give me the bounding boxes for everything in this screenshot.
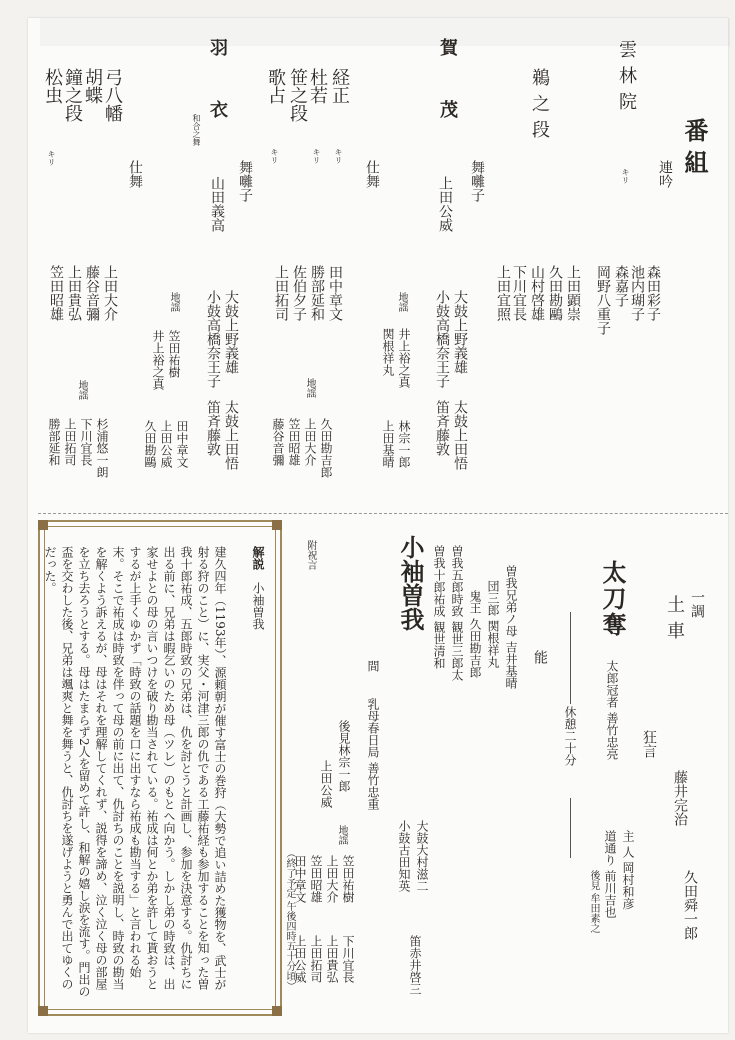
noh-cast: 鬼王 久田勘吉郎 (468, 590, 482, 678)
itcho-piece: 土車 (664, 595, 685, 647)
shimai3-cast: 藤谷音彌 (84, 265, 100, 321)
kyogen-title: 太刀奪 (598, 560, 627, 638)
kamo-hayashi: 太鼓上田悟 (452, 400, 468, 470)
hagoromo-title: 羽衣 (207, 38, 228, 162)
commentary-heading: 解説 (251, 546, 265, 570)
kyogen-cast: 太郎冠者 善竹忠亮 (605, 660, 619, 760)
hagoromo-hayashi: 笛斉藤敦 (205, 400, 221, 456)
kamo-jiutai: 井上裕之真 (397, 328, 411, 388)
noh-cast: 曽我兄弟ノ母 吉井基晴 (504, 565, 518, 689)
noh-jiutai: 上田貴弘 (325, 935, 339, 983)
hagoromo-jiutai: 上田公威 (159, 420, 173, 468)
hagoromo-jiutai: 久田勘鷗 (143, 420, 157, 468)
shimai2-jiutai-label: 地謡 (304, 378, 315, 398)
unoda-cast: 久田勘鷗 (547, 265, 563, 321)
shimai2-piece: 歌占 (265, 68, 286, 104)
shimai2-kiri: キリ (334, 148, 343, 164)
kamo-hayashi: 大鼓上野義雄 (452, 290, 468, 374)
shimai3-jiutai: 勝部延和 (47, 418, 61, 466)
unoda-cast: 下川宜長 (511, 265, 527, 321)
shimai3-cast: 上田大介 (102, 265, 118, 321)
kyogen-genre: 狂言 (641, 730, 657, 758)
noh-end-time: （終了予定 午後四時五十分頃） (284, 848, 295, 992)
shimai3-jiutai: 下川宜長 (79, 418, 93, 466)
intermission-line-top (570, 612, 571, 704)
shimai2-kiri: キリ (312, 148, 321, 164)
kyogen-cast: 主 人 岡村和彦 (621, 830, 635, 910)
shimai3-piece: 弓八幡 (102, 68, 123, 122)
noh-title: 小袖曽我 (396, 535, 425, 631)
unoda-piece: 鵜之段 (529, 68, 550, 146)
shimai3-cast: 笠田昭雄 (48, 265, 64, 321)
hagoromo-sub: 和合之舞 (192, 114, 201, 146)
hagoromo-hayashi: 大鼓上野義雄 (223, 290, 239, 374)
noh-koken: 後見林宗一郎 (337, 720, 351, 792)
hagoromo-jiutai: 井上裕之真 (151, 330, 165, 390)
noh-jiutai: 笠田昭雄 (309, 855, 323, 903)
itcho-utai: 藤井完治 (672, 770, 688, 826)
rengin-cast: 森嘉子 (613, 265, 629, 307)
noh-hayashi: 小鼓古田知英 (397, 820, 411, 892)
itcho-drum: 久田舜一郎 (682, 870, 698, 940)
shimai3-piece: 胡蝶 (82, 68, 103, 104)
shimai2-jiutai: 藤谷音彌 (271, 418, 285, 466)
unoda-cast: 山村啓雄 (529, 265, 545, 321)
shimai3-cast: 上田貴弘 (66, 265, 82, 321)
shimai3-piece: 鐘之段 (62, 68, 83, 122)
shimai2-cast: 上田拓司 (273, 265, 289, 321)
shimai2-cast: 勝部延和 (309, 265, 325, 321)
shimai3-genre: 仕舞 (127, 160, 143, 188)
hagoromo-hayashi: 太鼓上田悟 (223, 400, 239, 470)
rengin-kiri: キリ (621, 168, 630, 184)
noh-jiutai: 上田大介 (325, 855, 339, 903)
noh-cast: 団三郎 関根祥丸 (486, 580, 500, 668)
noh-jiutai: 笠田祐樹 (341, 855, 355, 903)
kamo-jiutai: 林宗一郎 (397, 420, 411, 468)
hagoromo-jiutai-label: 地謡 (168, 292, 179, 312)
intermission-line-bottom (570, 798, 571, 858)
shimai2-piece: 笹之段 (287, 68, 308, 122)
rengin-genre: 連吟 (657, 160, 673, 188)
shimai3-jiutai: 上田拓司 (63, 418, 77, 466)
kamo-hayashi: 小鼓高橋奈王子 (434, 290, 450, 388)
kyogen-koken: 後見 牟田素之 (588, 870, 599, 934)
noh-koken: 上田公威 (319, 760, 333, 808)
kyogen-cast: 道通り 前川吉也 (603, 830, 617, 918)
noh-hayashi: 笛赤井啓三 (408, 935, 422, 995)
hagoromo-shite: 山田義高 (209, 176, 225, 232)
noh-jiutai: 田中章文 (293, 855, 307, 903)
noh-genre: 能 (532, 650, 548, 664)
commentary-text: 建久四年（1193年）、源頼朝が催す富士の巻狩（大勢で追い詰めた獲物を、武士が射る狩のこと）に、実父・河津三郎の仇である工藤祐経も参加することを知った曽我十郎祐成、五郎時致の兄弟は、仇を討とうと計画し、参加を決意する。仇討ちに出る前に、兄弟は暇乞いのため母（ツレ）のもとへ向かう。しかし弟の時致は、出家せよとの母の言いつけを破り勘当されている。祐成は何とか弟を許して貰おうとするが上手くゆかず「時致の話題を口に出すなら祐成も勘当する」と言われる始末。そこで祐成は時致を伴って母の前に出て、仇討ちのことを説明し、時致の勘当を解くよう訴えるが、母はそれを理解してくれず、説得を諦め、泣く泣く母の部屋を立ち去ろうとする。母はたまらず2人を留めて許し、和解の嬉し涙を流す。門出の盃を交わした後、兄弟は颯爽と舞を舞うと、仇討ちを遂げようと勇んで出てゆくのだった。 (43, 546, 227, 998)
kamo-jiutai: 関根祥丸 (381, 328, 395, 376)
itcho-genre: 一調 (689, 590, 705, 618)
shimai2-cast: 田中章文 (327, 265, 343, 321)
kamo-hayashi: 笛斉藤敦 (434, 400, 450, 456)
kamo-jiutai-label: 地謡 (396, 292, 407, 312)
rengin-piece: 雲林院 (616, 40, 637, 118)
shimai2-jiutai: 上田大介 (303, 418, 317, 466)
commentary-title: 小袖曽我 (251, 582, 265, 630)
shimai2-jiutai: 久田勘吉郎 (319, 418, 333, 478)
noh-kyogen: 乳母春日局 善竹忠重 (366, 698, 380, 810)
noh-jiutai: 下川宜長 (341, 935, 355, 983)
shimai3-kiri: キリ (47, 150, 56, 166)
noh-hayashi: 大鼓大村滋二 (415, 820, 429, 892)
kamo-genre: 舞囃子 (469, 160, 485, 202)
shimai3-piece: 松虫 (42, 68, 63, 104)
kamo-shite: 上田公威 (437, 176, 453, 232)
kamo-title: 賀茂 (437, 38, 458, 162)
hagoromo-jiutai: 笠田祐樹 (167, 330, 181, 378)
unoda-cast: 上田顕崇 (565, 265, 581, 321)
program-title: 番組 (680, 118, 709, 182)
shimai3-jiutai: 杉浦悠一朗 (95, 418, 109, 478)
shimai2-genre: 仕舞 (364, 160, 380, 188)
shimai2-kiri: キリ (270, 148, 279, 164)
hagoromo-hayashi: 小鼓高橋奈王子 (205, 290, 221, 388)
rengin-cast: 池内瑚子 (629, 265, 645, 321)
shimai2-piece: 経正 (329, 68, 350, 104)
shimai2-jiutai: 笠田昭雄 (287, 418, 301, 466)
shimai2-piece: 杜若 (307, 68, 328, 104)
noh-ai-label: 間 (366, 660, 380, 672)
noh-cast: 曽我十郎祐成 観世清和 (432, 545, 446, 669)
unoda-cast: 上田宜照 (495, 265, 511, 321)
noh-jiutai-label: 地謡 (336, 825, 347, 845)
hagoromo-genre: 舞囃子 (237, 160, 253, 202)
noh-shugen: 附祝言 (305, 540, 316, 570)
hagoromo-jiutai: 田中章文 (175, 420, 189, 468)
section-divider (38, 513, 728, 514)
shimai3-jiutai-label: 地謡 (76, 380, 87, 400)
intermission: 休憩二十分 (563, 706, 577, 766)
rengin-cast: 岡野八重子 (595, 265, 611, 335)
kamo-jiutai: 上田基晴 (381, 420, 395, 468)
shimai2-cast: 佐伯夕子 (291, 265, 307, 321)
noh-cast: 曽我五郎時致 観世三郎太 (450, 545, 464, 681)
noh-jiutai: 上田拓司 (309, 935, 323, 983)
noh-jiutai: 上田公威 (293, 935, 307, 983)
rengin-cast: 森田彩子 (645, 265, 661, 321)
